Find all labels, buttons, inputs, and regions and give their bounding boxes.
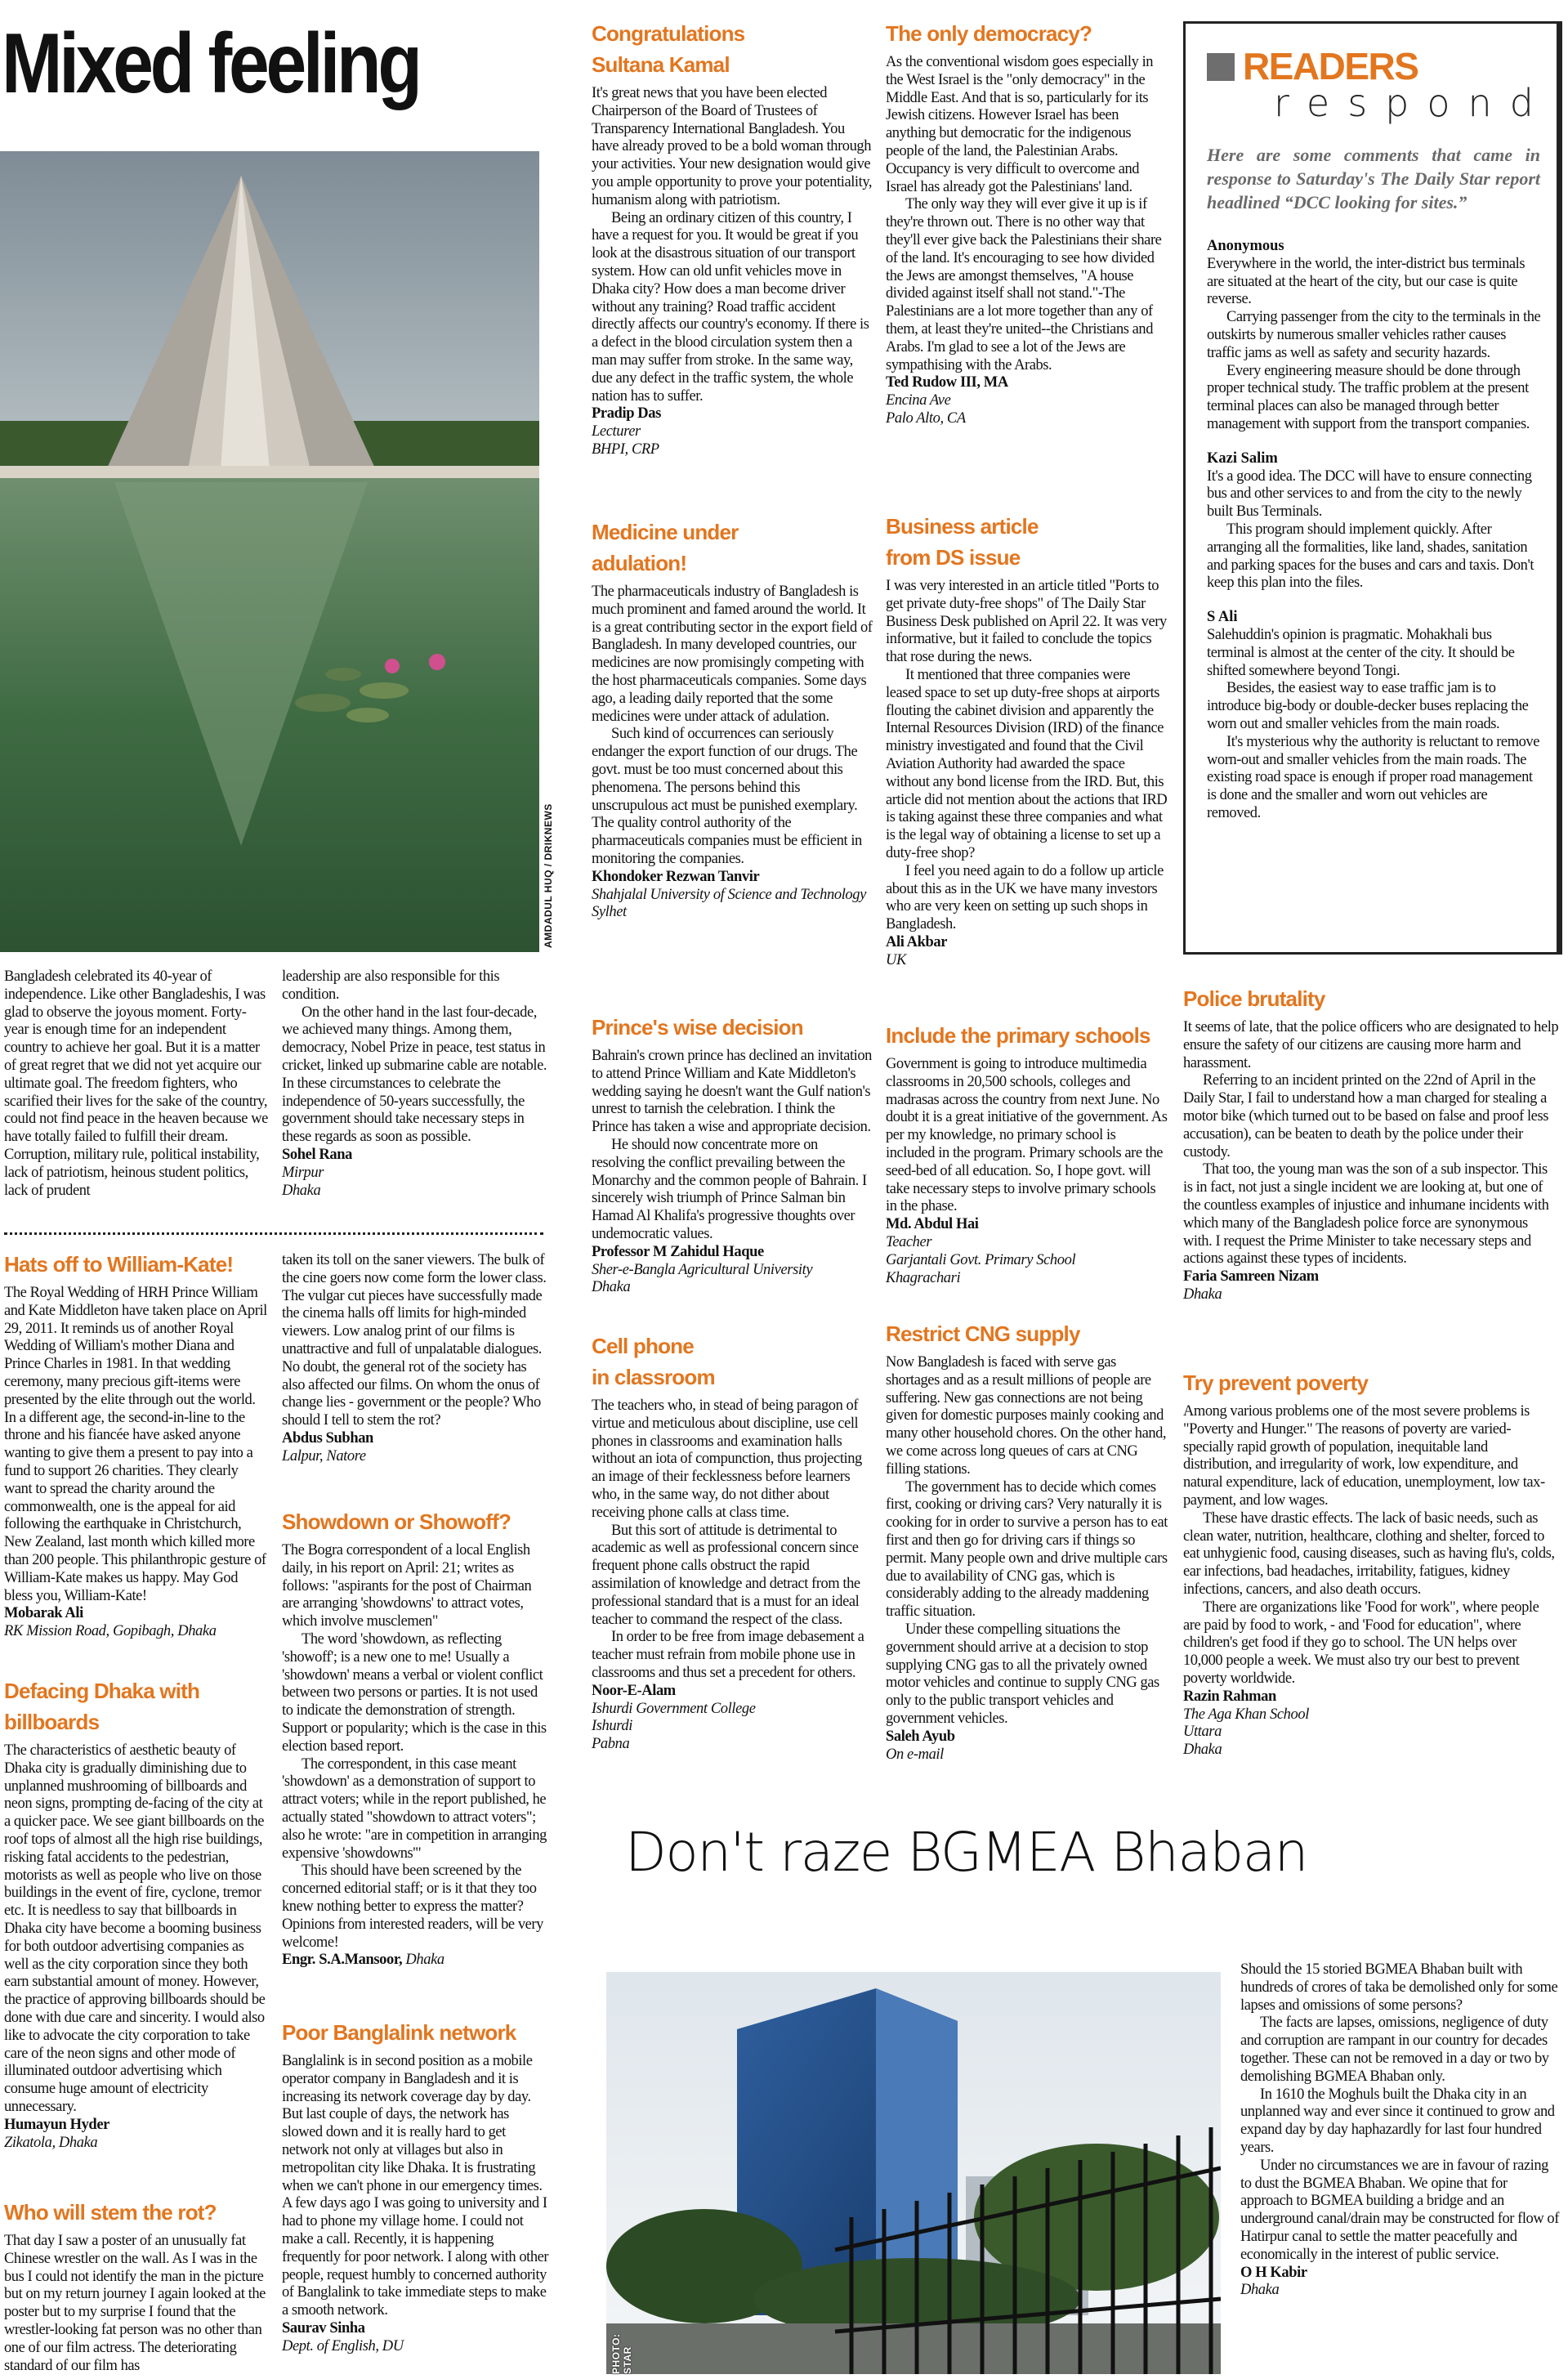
author-name [282, 1430, 552, 1448]
headline-line: The only democracy? [886, 21, 1092, 46]
article-paragraph: He should now concentrate more on resolving the conflict prevailing between the Monarchy and the common people of Bahrain. I sincerely wish triumph of Prince Salman bin Hamad Al Khalifa's progressive thoughts over undemocratic values. [592, 1136, 867, 1242]
article-paragraph: Government is going to introduce multimedia classrooms in 20,500 schools, colleges and madrasas across the country from next June. No doubt it is a great initiative of the government. As per my knowledge, no primary school is included in the program. Primary schools are the seed-bed of all education. So, I hope govt. will take necessary steps to involve primary schools in the phase. [886, 1056, 1168, 1215]
headline-line: Prince's wise decision [592, 1015, 803, 1040]
author-name-text: Engr. S.A.Mansoor, [282, 1952, 403, 1969]
article-paragraph: It's great news that you have been elected Chairperson of the Board of Trustees of Transparency International Bangladesh. You have already proved to be a bold woman through your activities. Your new designation would give you ample opportunity to prove your potentiality, humanism along with patriotism. [592, 85, 873, 208]
article-paragraph: The word 'showdown, as reflecting 'showoff'; is a new one to me! Usually a 'showdown' means a verbal or violent conflict between two persons or parties. It is not used to indicate the demonstration of strength. Support or popularity; which is the case in this election based report. [282, 1630, 547, 1755]
author-affiliation: Sher-e-Bangla Agricultural University [592, 1261, 813, 1278]
article-stem-rot-part2 [282, 1252, 552, 1466]
commenter-name: Anonymous [1207, 238, 1284, 254]
article-paragraph: Now Bangladesh is faced with serve gas shortages and as a result millions of people are suffering. New gas connections are not being given for domestic purposes mainly cooking and many other household chores. On the other hand, we come across long queues of cars at CNG filling stations. [886, 1354, 1167, 1478]
article-paragraph: That day I saw a poster of an unusually fat Chinese wrestler on the wall. As I was in the bus I could not identify the man in the picture but on my return journey I again looked at the poster but to my surprise I found that the wrestler-looking fat person was no other than one of our film actress. The deteriorating standard of our film has [4, 2233, 266, 2374]
divider [4, 1232, 543, 1235]
headline-line: Business article [886, 514, 1039, 539]
article-mixed-feeling-part2 [282, 968, 547, 1200]
article-paragraph: I was very interested in an article titled "Ports to get private duty-free shops" of The Daily Star Business Desk published on April 22. It was very informative, but it failed to conclude the topics that rose during the news. [886, 578, 1167, 666]
author-affiliation: Ishurdi [592, 1718, 632, 1735]
author-affiliation: UK [886, 951, 906, 968]
article-business [886, 511, 1168, 970]
author-affiliation: The Aga Khan School [1183, 1706, 1309, 1723]
author-name [4, 1605, 267, 1623]
article-headline [4, 2197, 267, 2228]
article-headline [4, 1675, 267, 1737]
article-hats-off [4, 1249, 267, 1641]
respond-word: respond [1274, 81, 1552, 125]
bgmea-headline: Don't raze BGMEA Bhaban [625, 1821, 1307, 1884]
headline-line: billboards [4, 1710, 100, 1734]
article-paragraph: The only way they will ever give it up is if they're thrown out. There is no other way that they'll ever give back the Palestinians their share of the land. It's encouraging to see how divided the Jews are amongst themselves, "A house divided against itself shall not stand."-The Palestinians are a lot more together than any of them, at least they're united--the Christians and Arabs. I'm glad to see a lot of the Jews are sympathising with the Arabs. [886, 196, 1162, 373]
author-affiliation: Sylhet [592, 904, 627, 921]
author-name-text: Saleh Ayub [886, 1728, 955, 1745]
article-paragraph: Bahrain's crown prince has declined an invitation to attend Prince William and Kate Middleton's wedding saying he doesn't want the Gulf nation's unrest to tarnish the celebration. I think the Prince has taken a wise and appropriate decision. [592, 1048, 872, 1136]
author-name-text: Humayun Hyder [4, 2116, 109, 2133]
comment-paragraph: Salehuddin's opinion is pragmatic. Mohakhali bus terminal is almost at the center of the city. It should be shifted somewhere beyond Tongi. [1207, 626, 1515, 679]
author-affiliation: Lalpur, Natore [282, 1447, 366, 1465]
author-name [282, 2320, 552, 2338]
article-headline [886, 18, 1168, 49]
comment-paragraph: It's a good idea. The DCC will have to ensure connecting bus and other services to and from the city to the newly built Bus Terminals. [1207, 467, 1532, 521]
article-paragraph: Under no circumstances we are in favour of razing to dust the BGMEA Bhaban. We opine that for approach to BGMEA building a bridge and an underground canal/drain may be constructed for flow of Hatirpur canal to settle the matter peacefully and economically in the interest of public service. [1240, 2157, 1559, 2263]
headline-line: Showdown or Showoff? [282, 1509, 511, 1534]
article-headline [4, 1249, 267, 1280]
author-name-text: Mobarak Ali [4, 1605, 83, 1622]
headline-line: Try prevent poverty [1183, 1371, 1369, 1395]
article-paragraph: On the other hand in the last four-decade, we achieved many things. Among them, democracy, Nobel Prize in peace, test status in cricket, linked up submarine cable are notable. In these circumstances to celebrate the independence of 50-years successfully, the government should take necessary steps in these regards as soon as possible. [282, 1004, 547, 1146]
headline-line: Include the primary schools [886, 1023, 1150, 1048]
author-name-text: O H Kabir [1240, 2264, 1307, 2281]
article-paragraph: Bangladesh celebrated its 40-year of independence. Like other Bangladeshis, I was glad to observe the joyous moment. Forty-year is enough time for an independent country to achieve her goal. But it is a matter of great regret that we did not yet acquire our ultimate goal. The freedom fighters, who scarified their lives for the sake of the country, could not find peace in the heaven because we have totally failed to fulfill their dream. Corruption, military rule, political instability, lack of patriotism, heinous student politics, lack of prudent [4, 968, 268, 1199]
author-affiliation: Mirpur [282, 1164, 324, 1181]
readers-intro: Here are some comments that came in response to Saturday's The Daily Star report headlined “DCC looking for sites.” [1207, 145, 1540, 212]
article-paragraph: This should have been screened by the concerned editorial staff; or is it that they too knew nothing better to express the matter? Opinions from interested readers, will be very welcome! [282, 1863, 543, 1951]
headline-line: Medicine under [592, 520, 739, 544]
article-paragraph: It seems of late, that the police officers who are designated to help ensure the safety of our citizens are causing more harm and harassment. [1183, 1019, 1559, 1071]
author-name [886, 374, 1168, 392]
author-name [592, 1244, 873, 1262]
author-affiliation: Dhaka [592, 1279, 631, 1296]
comment-paragraph: Everywhere in the world, the inter-district bus terminals are situated at the heart of the city, but our case is quite reverse. [1207, 255, 1526, 308]
headline-line: Cell phone [592, 1334, 694, 1358]
article-paragraph: The Bogra correspondent of a local English daily, in his report on April: 21; writes as follows: "aspirants for the post of Chairman are arranging 'showdowns' to attract votes, which involve musclemen" [282, 1542, 532, 1630]
author-affiliation: Ishurdi Government College [592, 1700, 756, 1717]
article-paragraph: The correspondent, in this case meant 'showdown' as a demonstration of support to attract voters; while in the report published, he actually stated "showdown to attract voters"; also he wrote: "are in competition in arranging expensive 'showdowns'" [282, 1755, 547, 1862]
monument-photo [0, 151, 539, 952]
author-place: Dhaka [405, 1952, 444, 1969]
author-name-text: Abdus Subhan [282, 1429, 373, 1447]
headline-line: in classroom [592, 1365, 715, 1389]
comment-paragraph: Carrying passenger from the city to the terminals in the outskirts by numerous smaller vehicles rather causes traffic jams as well as safety and security hazards. [1207, 309, 1541, 361]
author-affiliation: BHPI, CRP [592, 440, 659, 458]
article-congrats [592, 18, 873, 459]
article-headline [1183, 983, 1559, 1014]
author-name-text: Pradip Das [592, 405, 661, 423]
author-affiliation: Garjantali Govt. Primary School [886, 1251, 1076, 1268]
article-paragraph: I feel you need again to do a follow up article about this as in the UK we have many investors who are very keen on setting up such shops in Bangladesh. [886, 862, 1164, 933]
comment-paragraph: Besides, the easiest way to ease traffic jam is to introduce big-body or double-decker buses replacing the worn out and smaller vehicles from the main roads. [1207, 680, 1529, 732]
author-affiliation: Teacher [886, 1233, 932, 1250]
author-affiliation: Dhaka [1183, 1286, 1222, 1303]
article-paragraph: The characteristics of aesthetic beauty of Dhaka city is gradually diminishing due to unplanned mushrooming of billboards and neon signs, prompting de-facing of the city at a quicker pace. We see giant billboards on the roof tops of almost all the high rise buildings, risking fatal accidents to the pedestrian, motorists as well as people who live on those buildings in the event of fire, cyclone, tremor etc. It is needless to say that billboards in Dhaka city have become a booming business for both outdoor advertising companies as well as the city corporation since they both earn substantial amount of money. However, the practice of approving billboards should be done with due care and sincerity. I would also like to advocate the city corporation to take care of the neon signs and other mode of illuminated outdoor advertising which consume huge amount of electricity unnecessary. [4, 1742, 266, 2115]
author-affiliation: Shahjalal University of Science and Technology [592, 886, 866, 903]
article-paragraph: These have drastic effects. The lack of basic needs, such as clean water, nutrition, healthcare, clothing and shelter, forced to eat unhygienic food, causing diseases, such as having flu's, colds, ear infections, bad headaches, irritability, fatigues, kidney infections, cancers, and also death occurs. [1183, 1509, 1555, 1598]
author-affiliation: Dhaka [282, 1182, 321, 1199]
author-affiliation: Dhaka [1240, 2282, 1280, 2299]
page-title: Mixed feeling [2, 16, 419, 111]
article-headline [592, 1012, 873, 1043]
article-paragraph: Should the 15 storied BGMEA Bhaban built with hundreds of crores of taka be demolished only for some lapses and omissions of some persons? [1240, 1961, 1558, 2014]
author-affiliation: Encina Ave [886, 392, 951, 409]
author-name-text: Professor M Zahidul Haque [592, 1243, 764, 1260]
article-paragraph: As the conventional wisdom goes especially in the West Israel is the "only democracy" in the Middle East. And that is so, particularly for its Jewish citizens. However Israel has been anything but democratic for the indigenous people of the land, the Palestinian Arabs. Occupancy is very difficult to overcome and Israel has already got the Palestinians' land. [886, 54, 1154, 195]
article-paragraph: Banglalink is in second position as a mobile operator company in Bangladesh and it is increasing its network coverage day by day. But last couple of days, the network has slowed down and it is really hard to get network not only at villages but also in metropolitan city like Dhaka. It is frustrating when we can't phone in our emergency times. A few days ago I was going to university and I had to phone my village home. I could not make a call. Recently, it is happening frequently for poor network. I along with other people, request humbly to concerned authority of Banglalink to take immediate steps to make a smooth network. [282, 2053, 549, 2319]
article-headline [592, 516, 873, 579]
author-affiliation: Khagrachari [886, 1269, 961, 1286]
article-paragraph: That too, the young man was the son of a sub inspector. This is in fact, not just a single incident we are looking at, but one of the countless examples of injustice and inhumane incidents with which many of the Bangladesh police force are synonymous with. I request the Prime Minister to take necessary steps and actions against these types of incidents. [1183, 1161, 1549, 1268]
author-affiliation: On e-mail [886, 1746, 944, 1763]
article-headline [886, 1318, 1168, 1349]
article-paragraph: But this sort of attitude is detrimental to academic as well as professional concern since frequent phone calls obstruct the rapid assimilation of knowledge and detract from the professional standard that is a must for an ideal teacher to command the respect of the class. [592, 1522, 860, 1628]
readers-respond-box [1183, 21, 1559, 955]
article-cng [886, 1318, 1168, 1764]
article-paragraph: In order to be free from image debasement a teacher must refrain from mobile phone use in classrooms and thus set a precedent for others. [592, 1629, 864, 1681]
article-paragraph: The government has to decide which comes first, cooking or driving cars? Very naturally it is cooking for in order to survive a person has to eat first and then go for driving cars if things so permit. Many people own and drive multiple cars due to availability of CNG gas, which is considerably adding to the already maddening traffic situation. [886, 1478, 1168, 1621]
article-medicine [592, 516, 873, 922]
author-name-text: Saurav Sinha [282, 2319, 365, 2337]
article-defacing [4, 1675, 267, 2152]
readers-comments [1207, 238, 1542, 823]
author-name [886, 934, 1168, 952]
author-name-text: Noor-E-Alam [592, 1682, 676, 1699]
author-name [282, 1147, 547, 1165]
author-name [282, 1952, 552, 1970]
author-name-text: Ted Rudow III, MA [886, 374, 1008, 391]
author-name [886, 1728, 1168, 1746]
article-paragraph: The pharmaceuticals industry of Bangladesh is much prominent and famed around the world. It is a great contributing sector in the export field of Bangladesh. In many developed countries, our medicines are now promisingly competing with the host pharmaceuticals companies. Some days ago, a leading daily reported that the some medicines were under attack of adulation. [592, 584, 873, 725]
article-paragraph: leadership are also responsible for this condition. [282, 968, 500, 1003]
author-affiliation: Dept. of English, DU [282, 2337, 404, 2354]
headline-line: Hats off to William-Kate! [4, 1252, 234, 1277]
article-paragraph: Under these compelling situations the government should arrive at a decision to stop supplying CNG gas to all the privately owned motor vehicles and continue to supply CNG gas only to the public transport vehicles and government vehicles. [886, 1621, 1159, 1727]
author-affiliation: Uttara [1183, 1724, 1222, 1741]
author-name [592, 405, 873, 423]
author-affiliation: Palo Alto, CA [886, 409, 966, 427]
author-affiliation: Dhaka [1183, 1742, 1222, 1759]
article-paragraph: Such kind of occurrences can seriously endanger the export function of our drugs. The govt. must be too must concerned about this phenomena. The persons behind this unscrupulous act must be punished exemplary. The quality control authority of the pharmaceuticals companies must be efficient in monitoring the companies. [592, 726, 862, 867]
article-paragraph: Being an ordinary citizen of this country, I have a request for you. It would be great if you look at the disastrous situation of our transport system. How can old unfit vehicles move in Dhaka city? How does a man become driver without any training? Road traffic accident directly affects our country's economy. If there is a defect in the blood circulation system then a man may suffer from stroke. In the same way, due any defect in the traffic system, the whole nation has to suffer. [592, 209, 869, 405]
author-name [592, 1683, 873, 1701]
square-icon [1207, 53, 1235, 81]
article-headline [886, 1020, 1168, 1051]
article-police [1183, 983, 1559, 1304]
author-name-text: Faria Samreen Nizam [1183, 1268, 1319, 1286]
article-mixed-feeling-part1 [4, 968, 270, 1200]
article-paragraph: The facts are lapses, omissions, negligence of duty and corruption are rampant in our country for decades together. These can not be removed in a day or two by demolishing BGMEA Bhaban only. [1240, 2015, 1549, 2085]
comment-paragraph: It's mysterious why the authority is reluctant to remove worn-out and smaller vehicles from the main roads. The existing road space is enough if proper road management is done and the smaller and worn out vehicles are removed. [1207, 733, 1539, 821]
article-prince [592, 1012, 873, 1297]
comment-paragraph: Every engineering measure should be done through proper technical study. The traffic problem at the present terminal places can also be managed through better management with support from the transport companies. [1207, 362, 1530, 432]
photo-credit: AMDADUL HUQ / DRIKNEWS [543, 803, 554, 948]
commenter-name: Kazi Salim [1207, 449, 1278, 467]
author-name [592, 869, 873, 887]
author-name [886, 1216, 1168, 1234]
article-bgmea [1240, 1961, 1561, 2300]
commenter-name: S Ali [1207, 609, 1238, 626]
headline-line: Restrict CNG supply [886, 1321, 1080, 1346]
headline-line: Congratulations [592, 21, 745, 46]
article-paragraph: The Royal Wedding of HRH Prince William and Kate Middleton have taken place on April 29, 2011. It reminds us of another Royal Wedding of William's mother Diana and Prince Charles in 1981. In that wedding ceremony, many precious gift-items were presented by the elite through out the world. In a different age, the second-in-line to the throne and his fiancée have asked anyone wanting to give them a present to pay into a fund to support 26 charities. They clearly want to spread the charity around the commonwealth, one is the appeal for aid following the earthquake in Christchurch, New Zealand, last month which killed more than 200 people. This philanthropic gesture of William-Kate makes us happy. May God bless you, William-Kate! [4, 1285, 267, 1604]
article-headline [1183, 1367, 1559, 1398]
headline-line: Who will stem the rot? [4, 2200, 217, 2225]
author-name-text: Ali Akbar [886, 933, 948, 950]
author-name [1183, 1688, 1559, 1706]
author-affiliation: RK Mission Road, Gopibagh, Dhaka [4, 1623, 217, 1640]
author-affiliation: Zikatola, Dhaka [4, 2134, 98, 2151]
article-paragraph: There are organizations like 'Food for work", where people are paid by food to work, - and 'Food for education", where children's get food if they go to school. The UN helps over 10,000 people a week. We must also try our best to prevent poverty worldwide. [1183, 1599, 1539, 1687]
readers-word: READERS [1243, 45, 1418, 87]
article-headline [592, 18, 873, 80]
article-banglalink [282, 2017, 552, 2356]
article-cellphone [592, 1330, 873, 1754]
comment-paragraph: This program should implement quickly. After arranging all the formalities, like land, shades, sanitation and parking spaces for the buses and cars and taxis. Don't keep this plan into the files. [1207, 521, 1534, 592]
author-name-text: Khondoker Rezwan Tanvir [592, 868, 760, 885]
headline-line: Police brutality [1183, 986, 1325, 1011]
article-headline [282, 1506, 552, 1537]
author-name [1240, 2265, 1561, 2283]
author-name-text: Md. Abdul Hai [886, 1216, 979, 1233]
article-headline [886, 511, 1168, 573]
headline-line: from DS issue [886, 545, 1021, 570]
headline-line: Defacing Dhaka with [4, 1679, 200, 1703]
article-paragraph: It mentioned that three companies were leased space to set up duty-free shops at airports flouting the cabinet division and apparently the Internal Resources Division (IRD) of the finance ministry investigated and found that the Civil Aviation Authority had awarded the space without any bond license from the IRD. But, this article did not mention about the actions that IRD is taking against these three companies and what is the legal way of obtaining a license to set up a duty-free shop? [886, 666, 1168, 861]
article-paragraph: The teachers who, in stead of being paragon of virtue and meticulous about discipline, use cell phones in classrooms and examination halls without an iota of compunction, thus projecting an image of their fecklessness before learners who, in the same way, do not dither about receiving phone calls at class time. [592, 1397, 862, 1521]
author-name [1183, 1268, 1559, 1286]
author-affiliation: Pabna [592, 1736, 630, 1753]
article-showdown [282, 1506, 552, 1970]
article-stem-rot-part1 [4, 2197, 267, 2375]
article-paragraph: Referring to an incident printed on the 22nd of April in the Daily Star, I fail to understand how a man charged for stealing a motor bike (which turned out to be based on false and proof less accusation), can be beaten to death by the police under their custody. [1183, 1072, 1548, 1160]
headline-line: adulation! [592, 551, 687, 575]
article-paragraph: In 1610 the Moghuls built the Dhaka city in an unplanned way and ever since it continued to grow and expand day by day haphazardly for last four hundred years. [1240, 2086, 1555, 2156]
headline-line: Poor Banglalink network [282, 2020, 516, 2045]
author-affiliation: Lecturer [592, 423, 641, 440]
author-name [4, 2117, 267, 2135]
bgmea-photo [606, 1972, 1221, 2374]
article-poverty [1183, 1367, 1559, 1760]
article-paragraph: taken its toll on the saner viewers. The bulk of the cine goers now come form the lower class. The vulgar cut pieces have successfully made the cinema halls off limits for high-minded viewers. Low analog print of our films is unattractive and full of unpalatable dialogues. No doubt, the general rot of the society has also affected our films. On whom the onus of change lies - government or the people? Who should I tell to stem the rot? [282, 1252, 547, 1429]
article-paragraph: Among various problems one of the most severe problems is "Poverty and Hunger." The reasons of poverty are varied-specially rapid growth of population, inequitable land distribution, and irregularity of work, low expenditure, and natural expenditure, lack of education, unemployment, low tax-payment, and low wages. [1183, 1403, 1545, 1509]
author-name-text: Sohel Rana [282, 1146, 352, 1163]
article-headline [592, 1330, 873, 1393]
article-primary-schools [886, 1020, 1168, 1287]
headline-line: Sultana Kamal [592, 52, 730, 77]
article-democracy [886, 18, 1168, 428]
photo-credit: PHOTO: STAR [610, 2333, 633, 2374]
article-headline [282, 2017, 552, 2048]
author-name-text: Razin Rahman [1183, 1688, 1276, 1705]
